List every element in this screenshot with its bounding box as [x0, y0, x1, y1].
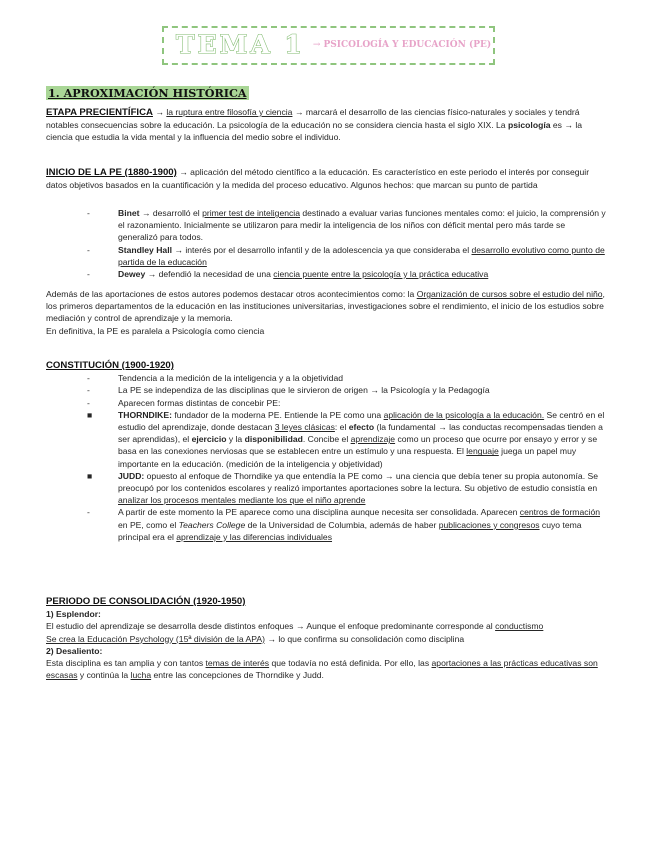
- tema-subtitle: → PSICOLOGÍA Y EDUCACIÓN (PE): [312, 40, 492, 51]
- inicio-title: INICIO DE LA PE (1880-1900): [46, 167, 177, 178]
- title-box: [162, 26, 495, 65]
- esplendor-text: El estudio del aprendizaje se desarrolla desde distintos enfoques → Aunque el enfoque predominante corresponde al conductismo: [46, 621, 544, 632]
- inicio-conclusion: En definitiva, la PE es paralela a Psicología como ciencia: [46, 325, 265, 336]
- constitucion-title: CONSTITUCIÓN (1900-1920): [46, 360, 174, 371]
- list-item: - A partir de este momento la PE aparece como una disciplina aunque necesita ser consolidada. Aparecen centros de formación en PE, como el Teachers College de la Universidad de Columbia, además de haber publicaciones y congresos cuyo tema principal era el aprendizaje y las diferencias individuales: [87, 507, 601, 542]
- list-item: - Binet → desarrolló el primer test de inteligencia destinado a evaluar varias funciones mentales como: el juicio, la comprensión y el razonamiento. Inicialmente se utilizaron para medir la inteligencia de los niños con déficit mental pero más tarde se generalizó para todos.: [87, 208, 606, 243]
- section-heading: 1. APROXIMACIÓN HISTÓRICA: [48, 86, 247, 100]
- inicio-list: [46, 207, 606, 280]
- list-item: - Tendencia a la medición de la inteligencia y a la objetividad: [87, 373, 344, 384]
- apa-text: Se crea la Educación Psychology (15ª división de la APA) → lo que confirma su consolidación como disciplina: [46, 633, 465, 644]
- inicio-extra: Además de las aportaciones de estos autores podemos destacar otros acontecimientos como: la Organización de cursos sobre el estudio del niño, los primeros departamentos de la educación en las instituciones universitarias, investigaciones sobre el rendimiento, el inicio de los estudios sobre mediación y control de aprendizaje y la memoria. En definitiva, la PE es paralela a Psicología como ciencia: [46, 289, 605, 336]
- etapa-block: ETAPA PRECIENTÍFICA → la ruptura entre filosofía y ciencia → marcará el desarrollo de las ciencias físico-naturales y sociales y tendrá notables consecuencias sobre la educación. La psicología de la educación no se considera ciencia hasta el siglo XIX. La psicología es → la ciencia que estudia la vida mental y la influencia del medio sobre el individuo.: [46, 107, 583, 143]
- sub-desaliento: 2) Desaliento:: [46, 645, 103, 656]
- inicio-block: INICIO DE LA PE (1880-1900) → aplicación del método científico a la educación. Es característico en este periodo el interés por conseguir datos objetivos basados en la cuantificación y la medida del proceso educativo. Algunos hechos: que marcan su punto de partida: [46, 167, 590, 191]
- thorndike-item: ■ THORNDIKE: fundador de la moderna PE. Entiende la PE como una aplicación de la psicología a la educación. Se centró en el estudio del aprendizaje, donde destacan 3 leyes clásicas: el efecto (la fundamental → las conductas recompensadas tienden a ser aprendidas), el ejercicio y la disponibilidad. Concibe el aprendizaje como un proceso que ocurre por ensayo y error y se basa en las conexiones nerviosas que se establecen entre un estímulo y una respuesta. El lenguaje juega un papel muy importante en la educación. (medición de la inteligencia y objetividad): [87, 409, 605, 469]
- constitucion-block: [46, 360, 606, 543]
- list-item: - Dewey → defendió la necesidad de una ciencia puente entre la psicología y la práctica educativa: [87, 269, 489, 280]
- tema-title: TEMA 1: [176, 30, 305, 60]
- judd-item: ■ JUDD: opuesto al enfoque de Thorndike ya que entendía la PE como → una ciencia que debía tener su propia autonomía. Se preocupó por los contenidos escolares y realizó importantes aportaciones sobre la lectura. Su objetivo de estudio consistía en analizar los procesos mentales mediante los que el niño aprende: [87, 470, 598, 506]
- sub-esplendor: 1) Esplendor:: [46, 609, 101, 620]
- list-item: - Standley Hall → interés por el desarrollo infantil y de la adolescencia ya que consideraba el desarrollo evolutivo como punto de partida de la educación: [87, 244, 605, 267]
- consolidacion-block: [46, 596, 606, 681]
- list-item: - Aparecen formas distintas de concebir PE:: [87, 397, 281, 408]
- desaliento-text: Esta disciplina es tan amplia y con tantos temas de interés que todavía no está definida. Por ello, las aportaciones a las prácticas educativas son escasas y continúa la lucha entre las concepciones de Thorndike y Judd.: [46, 658, 598, 681]
- list-item: - La PE se independiza de las disciplinas que le sirvieron de origen → la Psicología y la Pedagogía: [87, 385, 490, 396]
- etapa-title: ETAPA PRECIENTÍFICA: [46, 107, 153, 118]
- consolidacion-title: PERIODO DE CONSOLIDACIÓN (1920-1950): [46, 596, 246, 607]
